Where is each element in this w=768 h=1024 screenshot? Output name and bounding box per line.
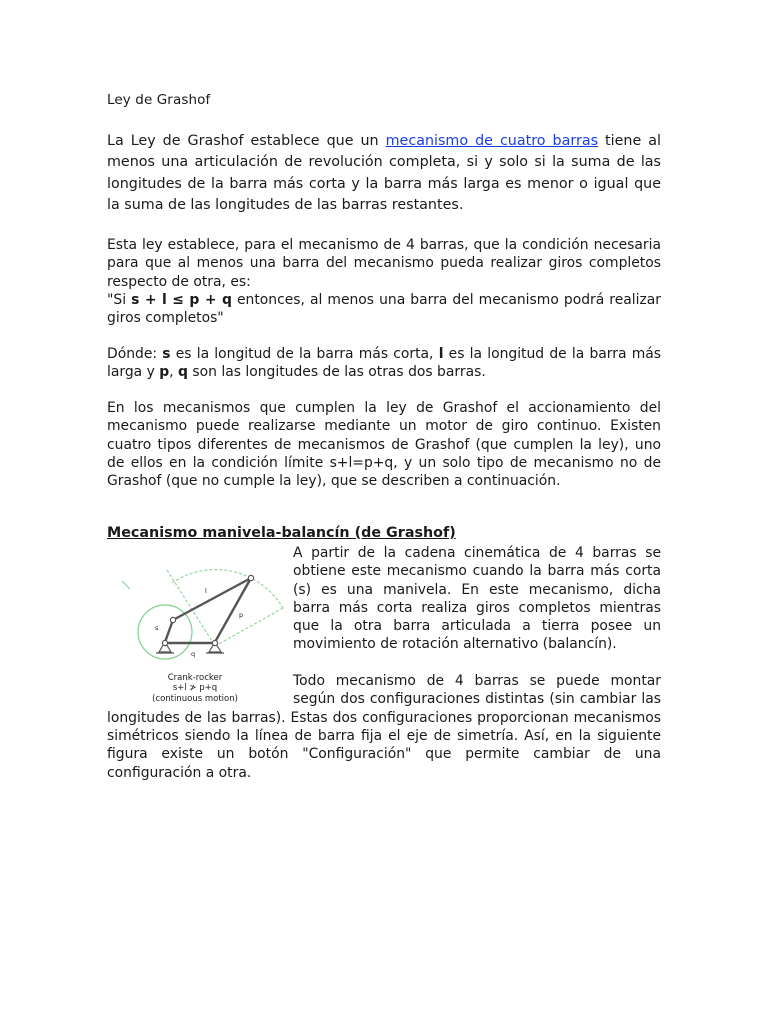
intro-paragraph [107,131,661,216]
section-heading: Mecanismo manivela-balancín (de Grashof) [107,525,456,541]
definitions-text-3: , [169,364,179,381]
label-s: s [155,624,159,632]
var-l: l [438,346,444,362]
intro-text-end: tiene al menos una articulación de revolución completa, si y solo si la suma de las longitudes de la barra más corta y la barra más larga es menor o igual que la suma de las longitudes de las barras restantes. [107,133,662,213]
var-p: p [159,364,170,381]
caption-line-2: s+l ≯ p+q [172,683,218,693]
definitions-paragraph [107,345,661,382]
definitions-text-1: es la longitud de la barra más corta, [170,346,439,362]
condition-paragraph [107,236,661,327]
section-para-2: Todo mecanismo de 4 barras se puede montar según dos configuraciones distintas (sin cambiar las longitudes de las barras). Estas dos configuraciones proporcionan mecanismos simétricos siendo la línea de barra fija el eje de simetría. Así, en la siguiente figura existe un botón "Configuración" que permite cambiar de una configuración a otra. [107,673,661,781]
joint-crank-coupler [170,617,175,622]
crank-rocker-diagram [112,546,290,706]
section-para-1-wrap [107,544,661,782]
crank-link-s [165,620,173,642]
rocker-arc-tick [122,581,130,589]
caption-line-1: Crank-rocker [167,673,223,683]
section-para-1: A partir de la cadena cinemática de 4 barras se obtiene este mecanismo cuando la barra más corta (s) es una manivela. En este mecanismo, dicha barra más corta realiza giros completos mientras que la otra barra articulada a tierra posee un movimiento de rotación alternativo (balancín). [293,545,661,653]
grashof-formula: s + l ≤ p + q [131,291,232,308]
definitions-text-4: son las longitudes de las otras dos barras. [187,364,486,381]
label-q: q [191,650,196,658]
intro-text-start: La Ley de Grashof establece que un [107,133,386,149]
condition-text: Esta ley establece, para el mecanismo de 4 barras, que la condición necesaria para que al menos una barra del mecanismo pueda realizar giros completos respecto de otra, es: [107,237,661,290]
types-paragraph: En los mecanismos que cumplen la ley de Grashof el accionamiento del mecanismo puede realizarse mediante un motor de giro continuo. Existen cuatro tipos diferentes de mecanismos de Grashof (que cumplen la ley), uno de ellos en la condición límite s+l=p+q, y un solo tipo de mecanismo no de Grashof (que no cumple la ley), que se describen a continuación. [107,400,661,490]
joint-coupler-rocker [248,575,253,580]
condition-quote-rest: entonces, al menos una barra del mecanismo podrá realizar giros completos" [107,291,661,327]
four-bar-mechanism-link[interactable]: mecanismo de cuatro barras [385,133,599,149]
definitions-lead: Dónde: [107,346,163,362]
condition-quote-open: "Si [107,291,132,308]
crank-rocker-figure [107,544,291,706]
rocker-sector-right [215,608,283,646]
page-title: Ley de Grashof [107,92,211,108]
definitions-text-2: es la longitud de la barra más larga y [107,346,661,381]
var-q: q [178,364,188,381]
rocker-arc-outer [172,570,283,608]
label-p: p [239,611,244,619]
var-s: s [162,346,171,362]
caption-line-3: (continuous motion) [152,694,238,704]
label-l: l [205,587,207,595]
section-body [107,544,661,782]
